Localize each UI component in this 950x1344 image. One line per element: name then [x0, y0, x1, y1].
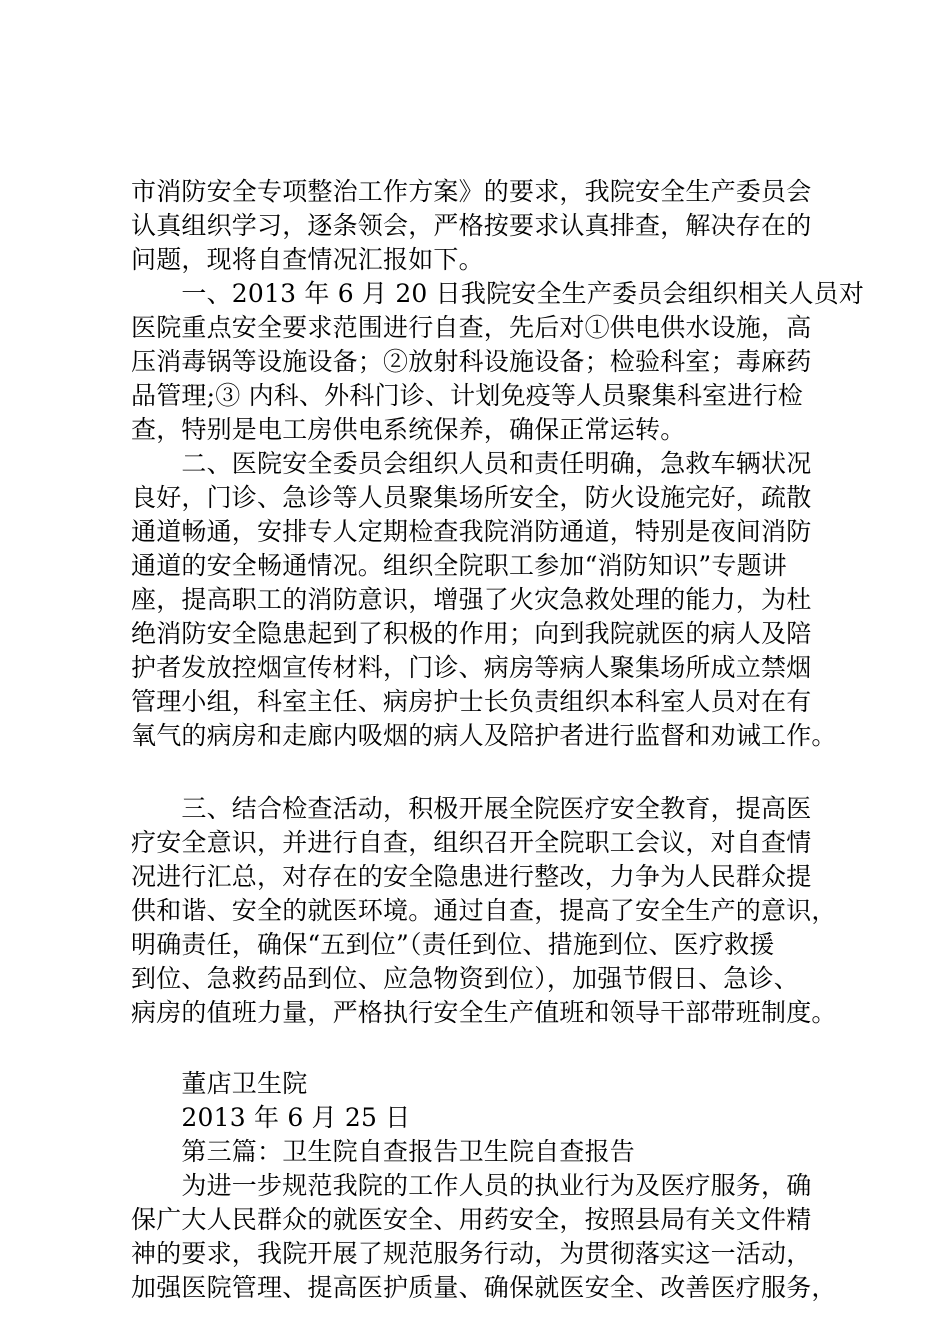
body-text-line: 管理小组，科室主任、病房护士长负责组织本科室人员对在有 [131, 687, 812, 716]
body-text-line: 到位、急救药品到位、应急物资到位），加强节假日、急诊、 [131, 964, 799, 993]
body-text-line: 况进行汇总，对存在的安全隐患进行整改，力争为人民群众提 [131, 862, 812, 891]
body-text-line: 认真组织学习，逐条领会，严格按要求认真排查，解决存在的 [131, 211, 812, 240]
body-text-line: 良好，门诊、急诊等人员聚集场所安全，防火设施完好，疏散 [131, 483, 812, 512]
body-text-line: 氧气的病房和走廊内吸烟的病人及陪护者进行监督和劝诫工作。 [131, 721, 837, 750]
body-text-line: 问题，现将自查情况汇报如下。 [131, 245, 484, 274]
body-text-line: 压消毒锅等设施设备；②放射科设施设备；检验科室；毒麻药 [131, 347, 812, 376]
body-text-line: 通道的安全畅通情况。组织全院职工参加“消防知识”专题讲 [131, 551, 787, 580]
body-text-line: 护者发放控烟宣传材料，门诊、病房等病人聚集场所成立禁烟 [131, 653, 812, 682]
body-text-line: 三、结合检查活动，积极开展全院医疗安全教育，提高医 [131, 794, 812, 823]
body-text-line: 查，特别是电工房供电系统保养，确保正常运转。 [131, 415, 686, 444]
body-text-line: 一、2013 年 6 月 20 日我院安全生产委员会组织相关人员对 [131, 279, 865, 308]
body-text-line: 通道畅通，安排专人定期检查我院消防通道，特别是夜间消防 [131, 517, 812, 546]
body-text-line: 医院重点安全要求范围进行自查，先后对①供电供水设施，高 [131, 313, 812, 342]
body-text-line: 神的要求，我院开展了规范服务行动，为贯彻落实这一活动， [131, 1239, 812, 1268]
body-text-line: 保广大人民群众的就医安全、用药安全，按照县局有关文件精 [131, 1205, 812, 1234]
body-text-line: 品管理;③ 内科、外科门诊、计划免疫等人员聚集科室进行检 [131, 381, 803, 410]
signature-organization: 董店卫生院 [131, 1069, 308, 1098]
body-text-line: 座，提高职工的消防意识，增强了火灾急救处理的能力，为杜 [131, 585, 812, 614]
body-text-line: 为进一步规范我院的工作人员的执业行为及医疗服务，确 [131, 1171, 812, 1200]
section-heading: 第三篇：卫生院自查报告卫生院自查报告 [131, 1137, 636, 1166]
body-text-line: 供和谐、安全的就医环境。通过自查，提高了安全生产的意识， [131, 896, 837, 925]
body-text-line: 病房的值班力量，严格执行安全生产值班和领导干部带班制度。 [131, 998, 837, 1027]
body-text-line: 绝消防安全隐患起到了积极的作用；向到我院就医的病人及陪 [131, 619, 812, 648]
body-text-line: 加强医院管理、提高医护质量、确保就医安全、改善医疗服务， [131, 1273, 837, 1302]
body-text-line: 明确责任，确保“五到位”（责任到位、措施到位、医疗救援 [131, 930, 775, 959]
body-text-line: 市消防安全专项整治工作方案》的要求，我院安全生产委员会 [131, 177, 812, 206]
signature-date: 2013 年 6 月 25 日 [131, 1103, 411, 1132]
body-text-line: 二、医院安全委员会组织人员和责任明确，急救车辆状况 [131, 449, 812, 478]
body-text-line: 疗安全意识，并进行自查，组织召开全院职工会议，对自查情 [131, 828, 812, 857]
